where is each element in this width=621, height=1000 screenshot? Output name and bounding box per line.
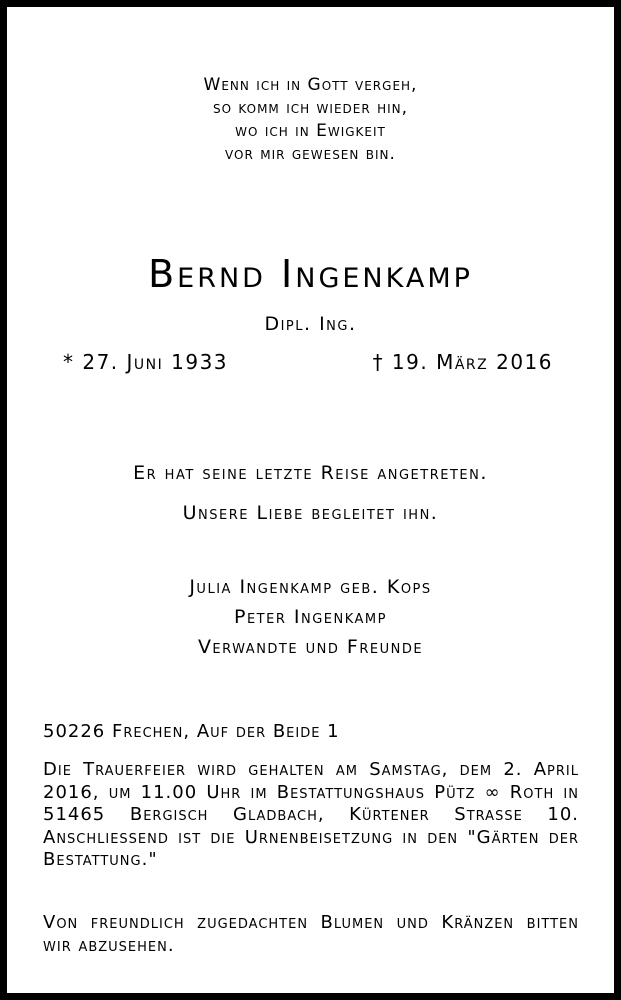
poem: [7, 74, 614, 166]
academic-title: Dipl. Ing.: [264, 313, 357, 335]
farewell-message: Er hat seine letzte Reise angetreten.: [133, 462, 488, 484]
death-date: † 19. März 2016: [372, 350, 553, 374]
family-address: 50226 Frechen, Auf der Beide 1: [43, 721, 340, 742]
poem-line: Wenn ich in Gott vergeh,: [203, 75, 418, 95]
poem-line: so komm ich wieder hin,: [212, 98, 409, 118]
mourner: Julia Ingenkamp geb. Kops: [189, 576, 432, 598]
deceased-name: Bernd Ingenkamp: [148, 252, 473, 296]
poem-line: wo ich in Ewigkeit: [235, 121, 386, 141]
poem-line: vor mir gewesen bin.: [225, 144, 396, 164]
farewell-message: Unsere Liebe begleitet ihn.: [182, 502, 439, 524]
flowers-note: Von freundlich zugedachten Blumen und Kränzen bitten wir abzusehen.: [43, 912, 579, 956]
mourner: Verwandte und Freunde: [197, 636, 424, 658]
funeral-details: Die Trauerfeier wird gehalten am Samstag, dem 2. April 2016, um 11.00 Uhr im Bestattungshaus Pütz ∞ Roth in 51465 Bergisch Gladbach, Kürtener Strasse 10. Anschliessend ist die Urnenbeisetzung in den "Gärten der Bestattung.": [43, 759, 579, 870]
mourner: Peter Ingenkamp: [234, 606, 387, 628]
mourners-list: [7, 572, 614, 662]
birth-date: * 27. Juni 1933: [63, 350, 229, 374]
